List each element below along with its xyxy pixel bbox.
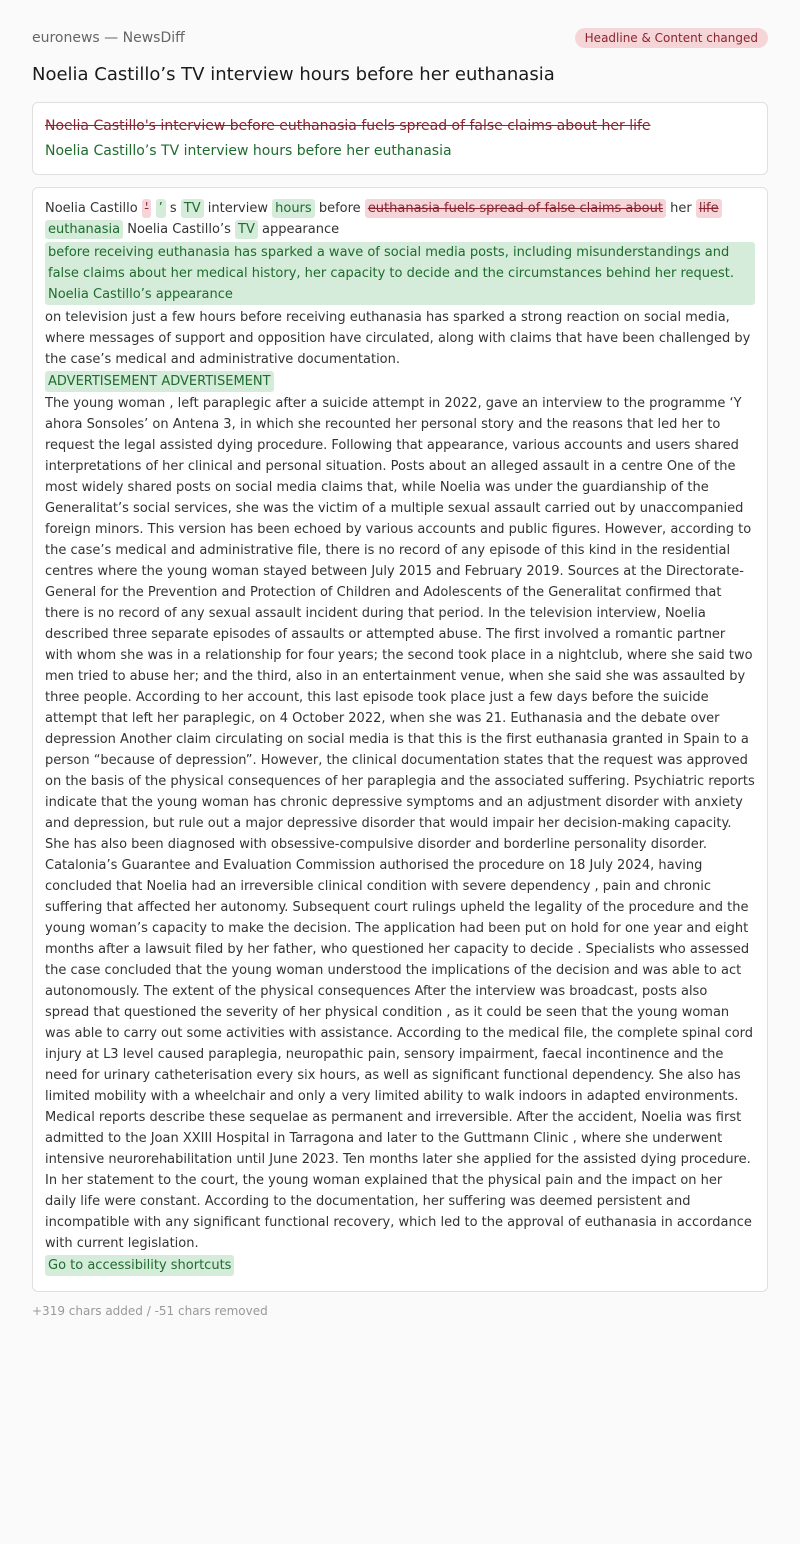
inserted-lead-block: before receiving euthanasia has sparked a wave of social media posts, including misunderstandings and false claims about her medical history, her capacity to decide and the circumstances behind her request. Noelia Castillo’s appearance <box>45 242 755 305</box>
inserted-token: TV <box>235 220 258 239</box>
unchanged-token: interview <box>207 201 268 216</box>
diff-stats: +319 chars added / -51 chars removed <box>32 1304 268 1318</box>
inserted-token: euthanasia <box>45 220 123 239</box>
unchanged-token: appearance <box>261 222 340 237</box>
inserted-advertisement: ADVERTISEMENT ADVERTISEMENT <box>45 371 274 392</box>
deleted-token: euthanasia fuels spread of false claims about <box>365 199 666 218</box>
inserted-token: TV <box>181 199 204 218</box>
source-label: euronews — NewsDiff <box>32 30 185 46</box>
unchanged-token: s <box>169 201 177 216</box>
diff-intro-line <box>45 198 755 240</box>
topbar <box>32 28 768 48</box>
inserted-token: hours <box>272 199 315 218</box>
unchanged-token: her <box>670 201 692 216</box>
headline-diff-card <box>32 102 768 175</box>
body-diff-card <box>32 187 768 1292</box>
unchanged-token: Noelia Castillo’s <box>127 222 231 237</box>
new-headline: Noelia Castillo’s TV interview hours before her euthanasia <box>45 143 452 159</box>
unchanged-token: before <box>318 201 361 216</box>
paragraph-1: on television just a few hours before receiving euthanasia has sparked a strong reaction on social media, where messages of support and opposition have circulated, along with claims that have been challenged by the case’s medical and administrative documentation. <box>45 310 751 367</box>
deleted-token: life <box>696 199 722 218</box>
page-title: Noelia Castillo’s TV interview hours before her euthanasia <box>32 64 555 85</box>
inserted-accessibility-link[interactable]: Go to accessibility shortcuts <box>45 1255 234 1276</box>
unchanged-token: Noelia Castillo <box>45 201 138 216</box>
change-status-badge: Headline & Content changed <box>575 28 768 48</box>
deleted-token: ' <box>142 199 152 218</box>
old-headline: Noelia Castillo's interview before euthanasia fuels spread of false claims about her life <box>45 118 651 134</box>
inserted-token: ’ <box>156 199 166 218</box>
paragraph-2: The young woman , left paraplegic after a suicide attempt in 2022, gave an interview to the programme ‘Y ahora Sonsoles’ on Antena 3, in which she recounted her personal story and the reasons that led her to request the legal assisted dying procedure. Following that appearance, various accounts and users shared interpretations of her clinical and personal situation. Posts about an alleged assault in a centre One of the most widely shared posts on social media claims that, while Noelia was under the guardianship of the Generalitat’s social services, she was the victim of a multiple sexual assault carried out by unaccompanied foreign minors. This version has been echoed by various accounts and public figures. However, according to the case’s medical and administrative file, there is no record of any episode of this kind in the residential centres where the young woman stayed between July 2015 and February 2019. Sources at the Directorate-General for the Prevention and Protection of Children and Adolescents of the Generalitat confirmed that there is no record of any sexual assault incident during that period. In the television interview, Noelia described three separate episodes of assaults or attempted abuse. The first involved a romantic partner with whom she was in a relationship for four years; the second took place in a nightclub, where she said two men tried to abuse her; and the third, also in an entertainment venue, when she said she was assaulted by three people. According to her account, this last episode took place just a few days before the suicide attempt that left her paraplegic, on 4 October 2022, when she was 21. Euthanasia and the debate over depression Another claim circulating on social media is that this is the first euthanasia granted in Spain to a person “because of depression”. However, the clinical documentation states that the request was approved on the basis of the physical consequences of her paraplegia and the associated suffering. Psychiatric reports indicate that the young woman has chronic depressive symptoms and an adjustment disorder with anxiety and depression, but rule out a major depressive disorder that would impair her decision-making capacity. She has also been diagnosed with obsessive-compulsive disorder and borderline personality disorder. Catalonia’s Guarantee and Evaluation Commission authorised the procedure on 18 July 2024, having concluded that Noelia had an irreversible clinical condition with severe dependency , pain and chronic suffering that affected her autonomy. Subsequent court rulings upheld the legality of the procedure and the young woman’s capacity to make the decision. The application had been put on hold for one year and eight months after a lawsuit filed by her father, who questioned her capacity to decide . Specialists who assessed the case concluded that the young woman understood the implications of the decision and was able to act autonomously. The extent of the physical consequences After the interview was broadcast, posts also spread that questioned the severity of her physical condition , as it could be seen that the young woman was able to carry out some activities with assistance. According to the medical file, the complete spinal cord injury at L3 level caused paraplegia, neuropathic pain, sensory impairment, faecal incontinence and the need for urinary catheterisation every six hours, as well as significant functional dependency. She also has limited mobility with a wheelchair and only a very limited ability to walk indoors in adapted environments. Medical reports describe these sequelae as permanent and irreversible. After the accident, Noelia was first admitted to the Joan XXIII Hospital in Tarragona and later to the Guttmann Clinic , where she underwent intensive neurorehabilitation until June 2023. Ten months later she applied for the assisted dying procedure. In her statement to the court, the young woman explained that the physical pain and the impact on her daily life were constant. According to the documentation, her suffering was deemed persistent and incompatible with any significant functional recovery, which led to the approval of euthanasia in accordance with current legislation. <box>45 396 755 1251</box>
